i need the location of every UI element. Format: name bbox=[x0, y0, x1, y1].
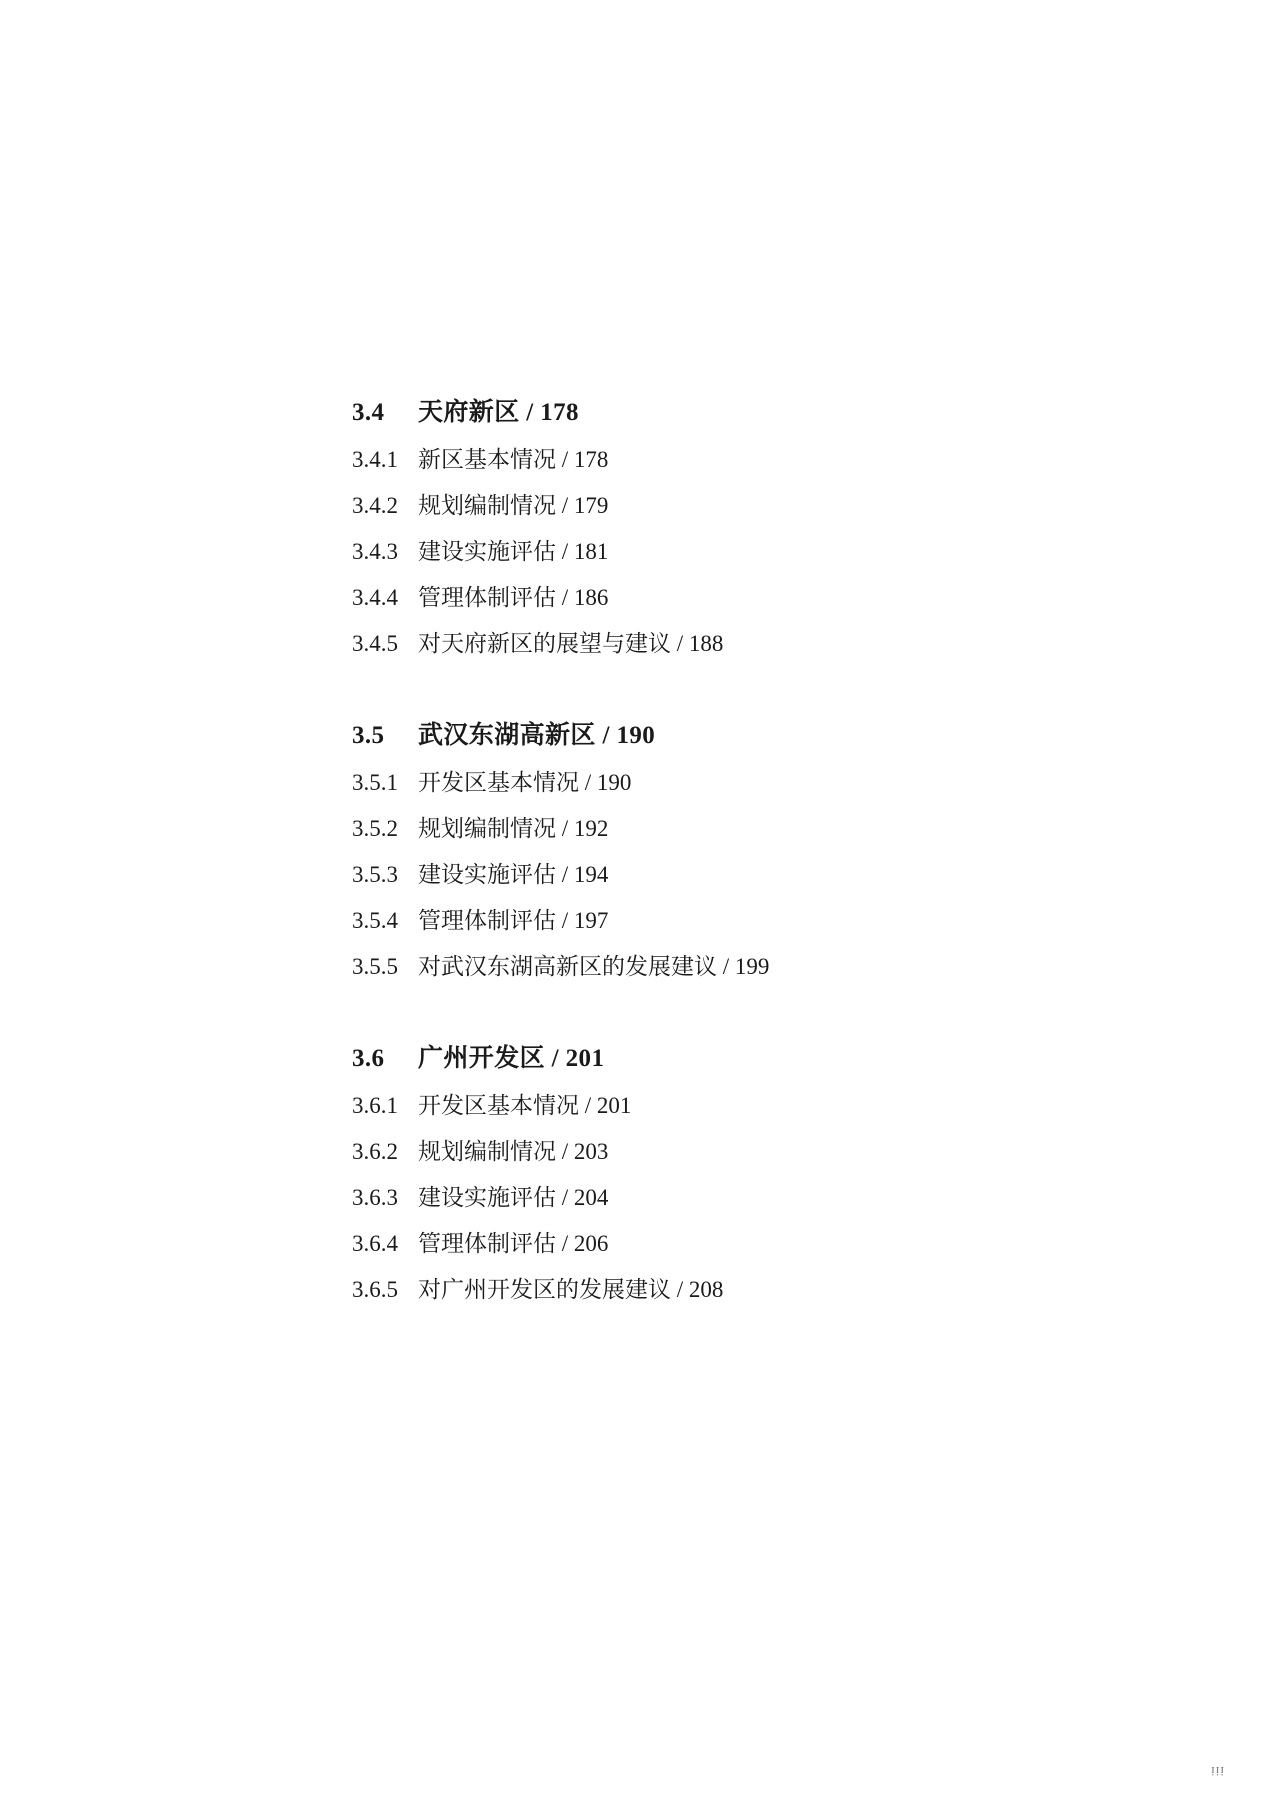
table-of-contents bbox=[352, 392, 1052, 1324]
toc-section-heading bbox=[352, 392, 1052, 428]
toc-section-title: 天府新区 / 178 bbox=[418, 399, 579, 426]
toc-entry-number: 3.6.4 bbox=[352, 1231, 398, 1256]
toc-entry-title: 开发区基本情况 / 190 bbox=[418, 770, 632, 795]
toc-entry-title: 建设实施评估 / 194 bbox=[418, 862, 609, 887]
toc-section-number: 3.5 bbox=[352, 722, 385, 749]
toc-entry bbox=[352, 863, 1052, 886]
toc-entry bbox=[352, 955, 1052, 978]
toc-entry-title: 建设实施评估 / 181 bbox=[418, 539, 609, 564]
toc-entry bbox=[352, 1140, 1052, 1163]
toc-section bbox=[352, 715, 1052, 978]
toc-entry-number: 3.5.1 bbox=[352, 770, 398, 795]
toc-section-title: 武汉东湖高新区 / 190 bbox=[418, 722, 656, 749]
toc-entry bbox=[352, 1094, 1052, 1117]
toc-entry-title: 新区基本情况 / 178 bbox=[418, 447, 609, 472]
toc-entry-number: 3.6.2 bbox=[352, 1139, 398, 1164]
toc-section bbox=[352, 1038, 1052, 1301]
toc-entry-number: 3.4.2 bbox=[352, 493, 398, 518]
toc-entry bbox=[352, 909, 1052, 932]
toc-entry-title: 规划编制情况 / 192 bbox=[418, 816, 609, 841]
toc-entry-number: 3.4.1 bbox=[352, 447, 398, 472]
toc-section-heading bbox=[352, 715, 1052, 751]
toc-entry bbox=[352, 632, 1052, 655]
toc-entry-title: 对广州开发区的发展建议 / 208 bbox=[418, 1277, 724, 1302]
toc-entry bbox=[352, 771, 1052, 794]
toc-entry-title: 规划编制情况 / 179 bbox=[418, 493, 609, 518]
toc-section-number: 3.6 bbox=[352, 1045, 385, 1072]
toc-entry bbox=[352, 1278, 1052, 1301]
toc-entry-number: 3.4.4 bbox=[352, 585, 398, 610]
toc-entry bbox=[352, 494, 1052, 517]
toc-entry-title: 对武汉东湖高新区的发展建议 / 199 bbox=[418, 954, 770, 979]
toc-entry bbox=[352, 448, 1052, 471]
toc-entry bbox=[352, 586, 1052, 609]
toc-section-heading bbox=[352, 1038, 1052, 1074]
toc-entry-title: 开发区基本情况 / 201 bbox=[418, 1093, 632, 1118]
toc-entry bbox=[352, 1186, 1052, 1209]
toc-entry-number: 3.6.5 bbox=[352, 1277, 398, 1302]
toc-entry bbox=[352, 1232, 1052, 1255]
toc-entry-title: 建设实施评估 / 204 bbox=[418, 1185, 609, 1210]
toc-entry-title: 管理体制评估 / 206 bbox=[418, 1231, 609, 1256]
toc-entry-number: 3.4.5 bbox=[352, 631, 398, 656]
toc-entry-number: 3.5.4 bbox=[352, 908, 398, 933]
toc-entry-number: 3.6.3 bbox=[352, 1185, 398, 1210]
toc-section-number: 3.4 bbox=[352, 399, 385, 426]
toc-section-title: 广州开发区 / 201 bbox=[418, 1045, 605, 1072]
page-folio: iii bbox=[1211, 1764, 1225, 1779]
toc-entry-title: 规划编制情况 / 203 bbox=[418, 1139, 609, 1164]
toc-entry bbox=[352, 817, 1052, 840]
toc-entry-number: 3.5.5 bbox=[352, 954, 398, 979]
toc-entry-number: 3.5.3 bbox=[352, 862, 398, 887]
toc-entry-number: 3.6.1 bbox=[352, 1093, 398, 1118]
toc-entry-number: 3.5.2 bbox=[352, 816, 398, 841]
toc-entry-title: 管理体制评估 / 186 bbox=[418, 585, 609, 610]
toc-entry bbox=[352, 540, 1052, 563]
toc-entry-title: 管理体制评估 / 197 bbox=[418, 908, 609, 933]
toc-section bbox=[352, 392, 1052, 655]
toc-entry-title: 对天府新区的展望与建议 / 188 bbox=[418, 631, 724, 656]
toc-entry-number: 3.4.3 bbox=[352, 539, 398, 564]
